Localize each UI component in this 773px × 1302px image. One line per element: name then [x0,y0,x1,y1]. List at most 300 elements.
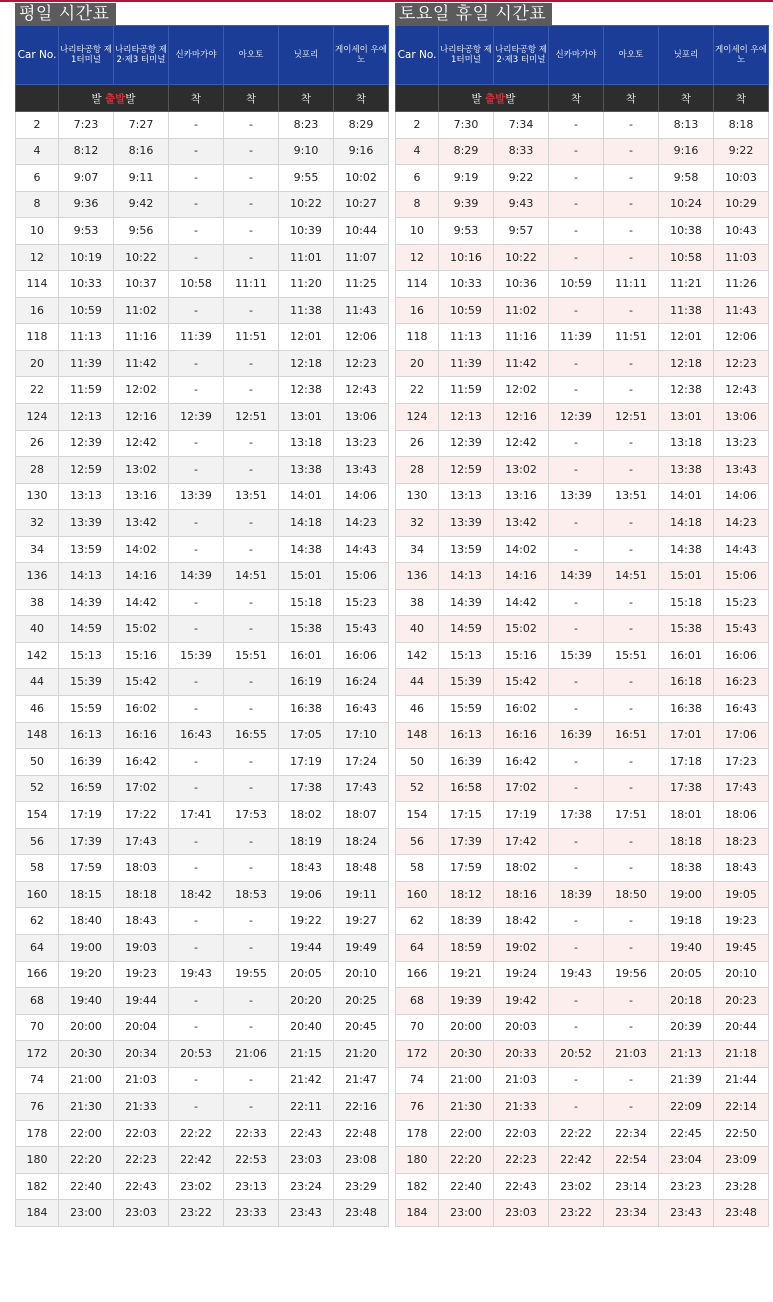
car-number-cell: 2 [16,112,59,139]
car-number-cell: 172 [16,1041,59,1068]
time-cell: 15:39 [169,642,224,669]
car-number-cell: 26 [396,430,439,457]
time-cell: - [604,1067,659,1094]
time-cell: 23:22 [169,1200,224,1227]
car-number-cell: 44 [16,669,59,696]
car-number-cell: 4 [396,138,439,165]
weekday-rows [16,112,389,1227]
time-cell: 18:53 [224,881,279,908]
table-row [396,642,769,669]
time-cell: - [549,112,604,139]
time-cell: - [224,1067,279,1094]
time-cell: 13:16 [114,483,169,510]
car-number-cell: 136 [16,563,59,590]
time-cell: 16:06 [334,642,389,669]
table-row [396,350,769,377]
table-row [396,961,769,988]
time-cell: 9:10 [279,138,334,165]
time-cell: 16:42 [494,749,549,776]
time-cell: 21:18 [714,1041,769,1068]
time-cell: 15:59 [59,696,114,723]
time-cell: - [169,934,224,961]
time-cell: 19:22 [279,908,334,935]
time-cell: 15:23 [714,589,769,616]
time-cell: 16:01 [279,642,334,669]
time-cell: - [169,1014,224,1041]
time-cell: - [549,1014,604,1041]
car-number-cell: 154 [396,802,439,829]
time-cell: - [169,775,224,802]
time-cell: 21:39 [659,1067,714,1094]
header-shinkamagaya: 신카마가야 [549,26,604,85]
time-cell: 23:22 [549,1200,604,1227]
time-cell: 10:59 [439,297,494,324]
time-cell: 23:43 [659,1200,714,1227]
time-cell: 13:51 [604,483,659,510]
time-cell: 10:58 [169,271,224,298]
time-cell: - [604,934,659,961]
time-cell: 10:44 [334,218,389,245]
time-cell: 21:00 [59,1067,114,1094]
header-shinkamagaya: 신카마가야 [169,26,224,85]
time-cell: 9:53 [439,218,494,245]
time-cell: 19:00 [59,934,114,961]
time-cell: 22:03 [494,1120,549,1147]
time-cell: 18:23 [714,828,769,855]
time-cell: 19:24 [494,961,549,988]
car-number-cell: 50 [16,749,59,776]
table-row [396,1094,769,1121]
time-cell: - [604,510,659,537]
time-cell: 14:02 [114,536,169,563]
time-cell: 11:03 [714,244,769,271]
time-cell: 16:39 [549,722,604,749]
time-cell: 16:13 [59,722,114,749]
time-cell: 21:33 [494,1094,549,1121]
time-cell: 17:23 [714,749,769,776]
car-number-cell: 114 [396,271,439,298]
table-row [396,1120,769,1147]
time-cell: - [549,510,604,537]
table-row [16,271,389,298]
time-cell: 20:05 [279,961,334,988]
time-cell: 10:58 [659,244,714,271]
time-cell: 16:06 [714,642,769,669]
time-cell: 11:26 [714,271,769,298]
time-cell: 18:01 [659,802,714,829]
car-number-cell: 76 [16,1094,59,1121]
time-cell: 16:39 [59,749,114,776]
time-cell: - [604,908,659,935]
time-cell: - [224,350,279,377]
time-cell: 17:24 [334,749,389,776]
time-cell: 8:29 [439,138,494,165]
time-cell: 12:39 [59,430,114,457]
time-cell: 19:39 [439,988,494,1015]
time-cell: 11:16 [494,324,549,351]
time-cell: 14:39 [169,563,224,590]
time-cell: 11:11 [224,271,279,298]
table-row [396,271,769,298]
header-aoto: 아오토 [224,26,279,85]
header-narita-t1: 나리타공항 제1터미널 [439,26,494,85]
car-number-cell: 56 [16,828,59,855]
time-cell: 13:38 [659,457,714,484]
time-cell: 22:43 [279,1120,334,1147]
time-cell: - [224,696,279,723]
table-row [396,1067,769,1094]
time-cell: - [549,988,604,1015]
time-cell: 16:38 [659,696,714,723]
time-cell: 20:40 [279,1014,334,1041]
time-cell: 7:27 [114,112,169,139]
car-number-cell: 8 [396,191,439,218]
time-cell: - [169,350,224,377]
time-cell: 20:00 [59,1014,114,1041]
time-cell: 9:22 [494,165,549,192]
car-number-cell: 184 [16,1200,59,1227]
car-number-cell: 178 [396,1120,439,1147]
time-cell: - [169,908,224,935]
time-cell: 14:06 [714,483,769,510]
time-cell: 18:02 [279,802,334,829]
time-cell: 19:44 [114,988,169,1015]
time-cell: - [224,510,279,537]
time-cell: 10:27 [334,191,389,218]
time-cell: 21:47 [334,1067,389,1094]
table-row [16,855,389,882]
time-cell: 13:43 [334,457,389,484]
time-cell: 11:59 [59,377,114,404]
time-cell: 18:19 [279,828,334,855]
subheader-arrival: 착 [224,85,279,112]
time-cell: - [169,191,224,218]
car-number-cell: 68 [396,988,439,1015]
car-number-cell: 70 [396,1014,439,1041]
car-number-cell: 148 [396,722,439,749]
time-cell: 20:18 [659,988,714,1015]
time-cell: 21:33 [114,1094,169,1121]
time-cell: 18:43 [114,908,169,935]
time-cell: 17:39 [439,828,494,855]
time-cell: 8:13 [659,112,714,139]
car-number-cell: 56 [396,828,439,855]
table-row [16,510,389,537]
time-cell: 14:42 [114,589,169,616]
time-cell: 8:23 [279,112,334,139]
car-number-cell: 180 [16,1147,59,1174]
time-cell: 21:03 [114,1067,169,1094]
time-cell: 15:01 [279,563,334,590]
time-cell: 18:18 [659,828,714,855]
time-cell: 16:02 [114,696,169,723]
time-cell: 18:42 [169,881,224,908]
table-row [396,457,769,484]
car-number-cell: 74 [396,1067,439,1094]
table-row [16,324,389,351]
time-cell: 11:16 [114,324,169,351]
car-number-cell: 32 [16,510,59,537]
time-cell: 16:43 [169,722,224,749]
time-cell: 19:40 [659,934,714,961]
car-number-cell: 6 [16,165,59,192]
time-cell: 12:51 [604,404,659,431]
time-cell: 9:22 [714,138,769,165]
car-number-cell: 28 [16,457,59,484]
time-cell: - [549,430,604,457]
time-cell: 14:23 [714,510,769,537]
car-number-cell: 114 [16,271,59,298]
table-row [396,510,769,537]
time-cell: 14:01 [659,483,714,510]
subheader-arrival: 착 [714,85,769,112]
time-cell: 17:43 [114,828,169,855]
time-cell: - [549,138,604,165]
time-cell: 11:59 [439,377,494,404]
time-cell: 15:38 [279,616,334,643]
time-cell: - [224,138,279,165]
subheader-departure: 발 출발발 [439,85,549,112]
subheader-arrival: 착 [549,85,604,112]
time-cell: - [169,988,224,1015]
time-cell: 10:59 [59,297,114,324]
time-cell: 8:29 [334,112,389,139]
time-cell: - [604,165,659,192]
time-cell: 11:42 [494,350,549,377]
time-cell: 10:22 [279,191,334,218]
time-cell: 13:23 [334,430,389,457]
table-row [16,934,389,961]
time-cell: 19:55 [224,961,279,988]
time-cell: 13:39 [439,510,494,537]
time-cell: 16:39 [439,749,494,776]
car-number-cell: 38 [396,589,439,616]
time-cell: - [169,377,224,404]
time-cell: 9:56 [114,218,169,245]
time-cell: 13:59 [439,536,494,563]
time-cell: 11:11 [604,271,659,298]
time-cell: 16:16 [494,722,549,749]
time-cell: 18:40 [59,908,114,935]
time-cell: 23:48 [714,1200,769,1227]
car-number-cell: 46 [16,696,59,723]
time-cell: 10:29 [714,191,769,218]
time-cell: 17:05 [279,722,334,749]
time-cell: - [169,138,224,165]
time-cell: 11:39 [59,350,114,377]
time-cell: 23:24 [279,1173,334,1200]
car-number-cell: 130 [16,483,59,510]
time-cell: 23:03 [279,1147,334,1174]
time-cell: 17:15 [439,802,494,829]
car-number-cell: 148 [16,722,59,749]
time-cell: - [549,244,604,271]
table-row [16,350,389,377]
time-cell: 17:59 [439,855,494,882]
time-cell: 8:33 [494,138,549,165]
time-cell: 12:39 [549,404,604,431]
header-ueno: 게이세이 우에노 [334,26,389,85]
time-cell: 22:23 [114,1147,169,1174]
time-cell: 10:38 [659,218,714,245]
table-row [16,775,389,802]
time-cell: 14:13 [59,563,114,590]
time-cell: 21:30 [439,1094,494,1121]
time-cell: - [169,244,224,271]
time-cell: - [224,165,279,192]
time-cell: 8:12 [59,138,114,165]
car-number-cell: 74 [16,1067,59,1094]
time-cell: - [549,1067,604,1094]
time-cell: - [224,988,279,1015]
time-cell: 13:06 [714,404,769,431]
time-cell: 20:25 [334,988,389,1015]
time-cell: 12:39 [439,430,494,457]
time-cell: 9:57 [494,218,549,245]
table-row [16,1067,389,1094]
time-cell: 23:29 [334,1173,389,1200]
time-cell: 17:18 [659,749,714,776]
time-cell: - [224,828,279,855]
table-row [16,377,389,404]
time-cell: 17:06 [714,722,769,749]
time-cell: 12:42 [494,430,549,457]
time-cell: - [549,828,604,855]
time-cell: - [224,616,279,643]
car-number-cell: 28 [396,457,439,484]
time-cell: - [604,696,659,723]
time-cell: 9:43 [494,191,549,218]
time-cell: 11:51 [604,324,659,351]
time-cell: 17:53 [224,802,279,829]
time-cell: 10:39 [279,218,334,245]
table-row [16,1200,389,1227]
header-narita-t23: 나리타공항 제2·제3 터미널 [114,26,169,85]
time-cell: 9:55 [279,165,334,192]
weekend-title: 토요일 휴일 시간표 [395,3,552,25]
time-cell: 12:01 [659,324,714,351]
time-cell: 9:39 [439,191,494,218]
table-row [396,988,769,1015]
header-ueno: 게이세이 우에노 [714,26,769,85]
weekend-table [395,25,769,1227]
time-cell: 15:13 [59,642,114,669]
time-cell: 20:20 [279,988,334,1015]
time-cell: 14:39 [59,589,114,616]
time-cell: 9:19 [439,165,494,192]
time-cell: - [224,377,279,404]
time-cell: 16:18 [659,669,714,696]
time-cell: 16:55 [224,722,279,749]
car-number-cell: 46 [396,696,439,723]
time-cell: 16:51 [604,722,659,749]
table-row [16,749,389,776]
time-cell: 19:49 [334,934,389,961]
time-cell: 15:39 [59,669,114,696]
subheader-arrival: 착 [279,85,334,112]
time-cell: 22:43 [114,1173,169,1200]
time-cell: 19:45 [714,934,769,961]
time-cell: 23:08 [334,1147,389,1174]
time-cell: - [604,138,659,165]
time-cell: 15:42 [494,669,549,696]
time-cell: 22:11 [279,1094,334,1121]
time-cell: 19:43 [549,961,604,988]
time-cell: 20:52 [549,1041,604,1068]
time-cell: 11:13 [439,324,494,351]
car-number-cell: 124 [16,404,59,431]
time-cell: 17:02 [114,775,169,802]
time-cell: 19:43 [169,961,224,988]
time-cell: 15:51 [604,642,659,669]
time-cell: 11:39 [439,350,494,377]
time-cell: 12:18 [279,350,334,377]
table-row [16,1014,389,1041]
time-cell: 19:02 [494,934,549,961]
car-number-cell: 160 [16,881,59,908]
time-cell: 17:39 [59,828,114,855]
car-number-cell: 22 [396,377,439,404]
time-cell: - [224,244,279,271]
time-cell: - [169,218,224,245]
top-accent-bar [0,0,773,2]
table-row [16,138,389,165]
time-cell: - [224,908,279,935]
time-cell: 23:04 [659,1147,714,1174]
time-cell: 20:34 [114,1041,169,1068]
time-cell: 15:02 [494,616,549,643]
time-cell: 12:39 [169,404,224,431]
time-cell: 16:59 [59,775,114,802]
time-cell: 14:38 [279,536,334,563]
time-cell: 12:38 [279,377,334,404]
time-cell: - [604,616,659,643]
time-cell: 22:50 [714,1120,769,1147]
time-cell: 16:16 [114,722,169,749]
car-number-cell: 26 [16,430,59,457]
table-row [396,483,769,510]
time-cell: - [169,1094,224,1121]
time-cell: 15:42 [114,669,169,696]
table-row [16,642,389,669]
time-cell: 19:00 [659,881,714,908]
time-cell: 17:41 [169,802,224,829]
time-cell: 20:04 [114,1014,169,1041]
time-cell: 10:36 [494,271,549,298]
time-cell: - [169,616,224,643]
time-cell: 16:43 [714,696,769,723]
time-cell: 14:43 [714,536,769,563]
time-cell: 19:11 [334,881,389,908]
header-narita-t23: 나리타공항 제2·제3 터미널 [494,26,549,85]
car-number-cell: 166 [16,961,59,988]
car-number-cell: 10 [16,218,59,245]
time-cell: 17:59 [59,855,114,882]
time-cell: 12:06 [714,324,769,351]
time-cell: 13:39 [59,510,114,537]
time-cell: 12:51 [224,404,279,431]
time-cell: - [604,377,659,404]
time-cell: 15:16 [494,642,549,669]
time-cell: 22:20 [59,1147,114,1174]
car-number-cell: 142 [16,642,59,669]
time-cell: 13:16 [494,483,549,510]
time-cell: 11:43 [334,297,389,324]
time-cell: 18:15 [59,881,114,908]
time-cell: 20:44 [714,1014,769,1041]
car-number-cell: 20 [16,350,59,377]
subheader-arrival: 착 [659,85,714,112]
